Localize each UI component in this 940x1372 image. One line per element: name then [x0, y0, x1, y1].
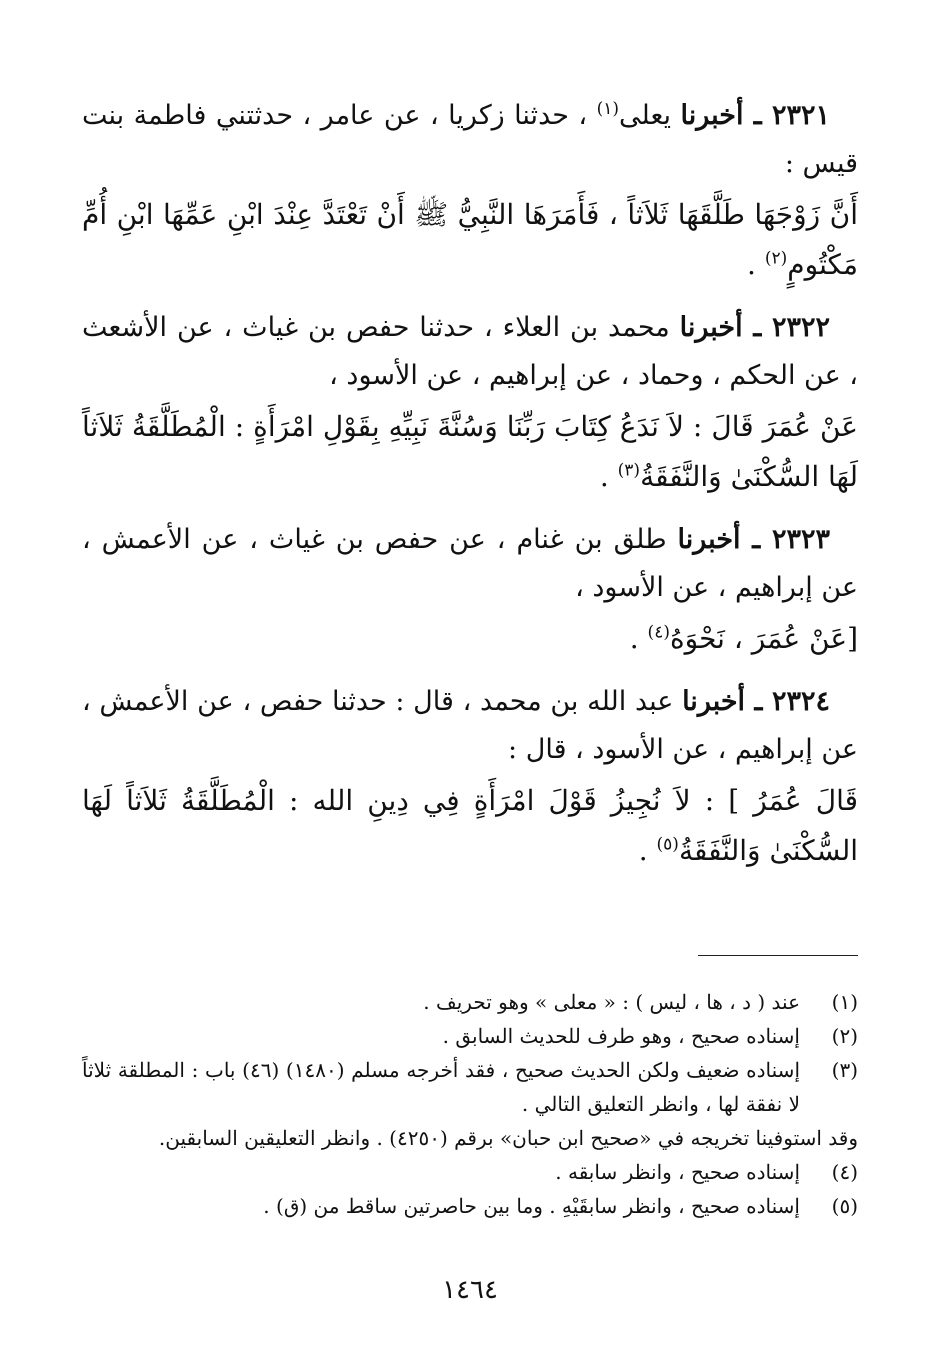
hadith-entry-2324 — [82, 678, 858, 876]
footnote-marker: (٤) — [647, 622, 670, 643]
footnote-text: عند ( د ، ها ، ليس ) : « معلى » وهو تحريف . — [423, 990, 800, 1014]
isnad-line: ٢٣٢١ ـ أخبرنا يعلى$^{(١)}$ ، حدثنا زكريا ، عن عامر ، حدثتني فاطمة بنت قيس : — [82, 99, 858, 179]
matn-text: قَالَ عُمَرُ ] : لاَ نُجِيزُ قَوْلَ امْرَأَةٍ فِي دِينِ الله : الْمُطَلَّقَةُ ثَلاَثاً لَهَا السُّكْنَىٰ وَالنَّفَقَةُ — [82, 784, 858, 867]
hadith-list — [82, 92, 858, 890]
isnad-text: عبد الله بن محمد ، قال : حدثنا حفص ، عن الأعمش ، عن إبراهيم ، عن الأسود ، قال : — [82, 686, 858, 765]
footnote-4 — [82, 1155, 858, 1189]
footnote-2 — [82, 1019, 858, 1053]
footnote-text: إسناده ضعيف ولكن الحديث صحيح ، فقد أخرجه مسلم (١٤٨٠) (٤٦) باب : المطلقة ثلاثاً لا نفقة لها ، وانظر التعليق التالي . — [82, 1058, 800, 1116]
footnote-3 — [82, 1053, 858, 1121]
matn-line: قَالَ عُمَرُ ] : لاَ نُجِيزُ قَوْلَ امْرَأَةٍ فِي دِينِ الله : الْمُطَلَّقَةُ ثَلاَثاً لَهَا السُّكْنَىٰ وَالنَّفَقَةُ$^{(٥)}$ . — [82, 784, 858, 867]
matn-text: عَنْ عُمَرَ قَالَ : لاَ نَدَعُ كِتَابَ رَبِّنَا وَسُنَّةَ نَبِيِّهِ بِقَوْلِ امْرَأَةٍ : الْمُطَلَّقَةُ ثَلاَثاً لَهَا السُّكْنَىٰ وَالنَّفَقَةُ — [82, 410, 858, 493]
narration-lead: أخبرنا — [680, 100, 744, 131]
matn-line: عَنْ عُمَرَ قَالَ : لاَ نَدَعُ كِتَابَ رَبِّنَا وَسُنَّةَ نَبِيِّهِ بِقَوْلِ امْرَأَةٍ : الْمُطَلَّقَةُ ثَلاَثاً لَهَا السُّكْنَىٰ وَالنَّفَقَةُ$^{(٣)}$ . — [82, 410, 858, 493]
footnote-5 — [82, 1189, 858, 1223]
footnote-number: (٣) — [831, 1058, 858, 1082]
isnad-text: يعلى — [619, 100, 672, 131]
footnote-text: إسناده صحيح ، وهو طرف للحديث السابق . — [442, 1024, 800, 1048]
footnote-separator — [698, 955, 858, 956]
page-number: ١٤٦٤ — [442, 1275, 498, 1305]
hadith-number: ٢٣٢٢ — [772, 312, 831, 343]
footnote-number: (٤) — [831, 1160, 858, 1184]
footnote-3-continued: وقد استوفينا تخريجه في «صحيح ابن حبان» برقم (٤٢٥٠) . وانظر التعليقين السابقين. — [158, 1126, 858, 1150]
hadith-number: ٢٣٢٤ — [771, 686, 830, 717]
matn-text: أَنَّ زَوْجَهَا طَلَّقَهَا ثَلاَثاً ، فَأَمَرَهَا النَّبِيُّ ﷺ أَنْ تَعْتَدَّ عِنْدَ ابْنِ عَمِّهَا ابْنِ أُمِّ مَكْتُومٍ — [82, 198, 858, 281]
narration-lead: أخبرنا — [679, 312, 743, 343]
footnote-number: (١) — [831, 990, 858, 1014]
footnote-number: (٢) — [831, 1024, 858, 1048]
hadith-entry-2323 — [82, 516, 858, 664]
isnad-line: ٢٣٢٣ ـ أخبرنا طلق بن غنام ، عن حفص بن غياث ، عن الأعمش ، عن إبراهيم ، عن الأسود ، — [82, 524, 858, 603]
isnad-line: ٢٣٢٢ ـ أخبرنا محمد بن العلاء ، حدثنا حفص بن غياث ، عن الأشعث ، عن الحكم ، وحماد ، عن إبراهيم ، عن الأسود ، — [82, 312, 858, 391]
matn-text: [عَنْ عُمَرَ ، نَحْوَهُ — [669, 622, 858, 655]
footnote-marker: (٢) — [764, 248, 788, 269]
hadith-number: ٢٣٢٣ — [771, 524, 830, 555]
footnote-text: إسناده صحيح ، وانظر سابقَيْهِ . وما بين حاصرتين ساقط من (ق) . — [263, 1194, 800, 1218]
matn-line: أَنَّ زَوْجَهَا طَلَّقَهَا ثَلاَثاً ، فَأَمَرَهَا النَّبِيُّ ﷺ أَنْ تَعْتَدَّ عِنْدَ ابْنِ عَمِّهَا ابْنِ أُمِّ مَكْتُومٍ$^{(٢)}$ . — [82, 198, 858, 281]
matn-line: [عَنْ عُمَرَ ، نَحْوَهُ$^{(٤)}$ . — [629, 622, 858, 655]
hadith-entry-2322 — [82, 304, 858, 502]
narration-lead: أخبرنا — [682, 686, 746, 717]
hadith-number: ٢٣٢١ — [771, 100, 830, 131]
footnotes — [82, 985, 858, 1223]
footnote-marker: (٣) — [617, 460, 641, 481]
isnad-text: محمد بن العلاء ، حدثنا حفص بن غياث ، عن الأشعث ، عن الحكم ، وحماد ، عن إبراهيم ، عن الأسود ، — [82, 312, 858, 391]
isnad-text: طلق بن غنام ، عن حفص بن غياث ، عن الأعمش ، عن إبراهيم ، عن الأسود ، — [82, 524, 858, 603]
narration-lead: أخبرنا — [677, 524, 741, 555]
isnad-text-rest: ، حدثنا زكريا ، عن عامر ، حدثتني فاطمة بنت قيس : — [82, 100, 858, 179]
footnote-text: إسناده صحيح ، وانظر سابقه . — [555, 1160, 800, 1184]
hadith-entry-2321 — [82, 92, 858, 290]
isnad-line: ٢٣٢٤ ـ أخبرنا عبد الله بن محمد ، قال : حدثنا حفص ، عن الأعمش ، عن إبراهيم ، عن الأسود ، قال : — [82, 686, 858, 765]
footnote-number: (٥) — [831, 1194, 858, 1218]
footnote-marker: (١) — [596, 99, 620, 119]
footnote-1 — [82, 985, 858, 1019]
footnote-marker: (٥) — [656, 834, 679, 855]
